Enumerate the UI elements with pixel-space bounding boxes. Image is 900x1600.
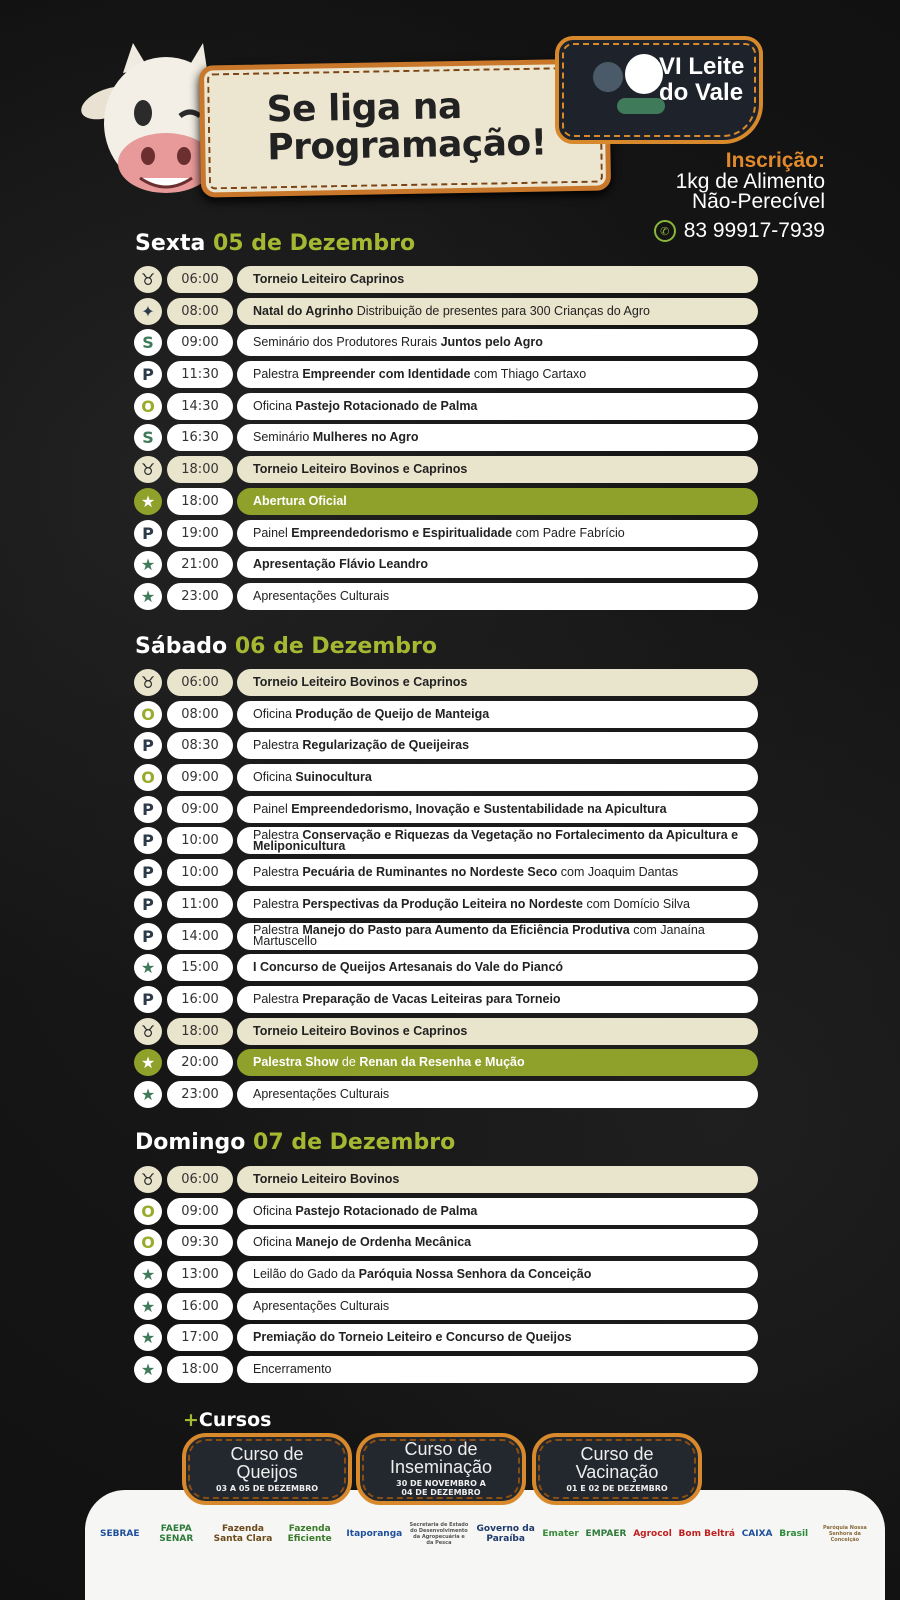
palestra-icon: P [134,520,162,547]
oficina-icon: O [134,393,162,420]
event-time: 18:00 [167,1356,233,1383]
schedule-list [134,266,758,615]
event-title-bold: Premiação do Torneio Leiteiro e Concurso de Queijos [253,1330,572,1345]
event-title [237,520,758,547]
phone-contact[interactable] [654,219,825,243]
cow-icon: ♉ [134,456,162,483]
schedule-list [134,1166,758,1388]
event-title [237,583,758,610]
schedule-row [134,986,758,1013]
event-title-bold: Pastejo Rotacionado de Palma [295,1203,478,1218]
whatsapp-icon: ✆ [654,220,676,242]
event-title [237,266,758,293]
sponsor-logo: EMPAER [585,1529,627,1539]
sponsor-logo: Governo da Paraíba [476,1524,535,1544]
day-name: Sábado [135,634,228,659]
event-time: 16:00 [167,986,233,1013]
event-title [237,361,758,388]
event-time: 08:00 [167,298,233,325]
sponsor-logo: Emater [542,1529,579,1539]
schedule-row [134,1324,758,1351]
day-date: 07 de Dezembro [253,1130,456,1155]
event-title-text: com Joaquim Dantas [557,865,679,880]
star-icon: ★ [134,1293,162,1320]
event-time: 09:00 [167,329,233,356]
event-title-text: Leilão do Gado [253,1267,342,1282]
event-title-text: com Janaína Martuscello [253,923,705,948]
seminario-icon: S [134,329,162,356]
cursos-title: Cursos [198,1409,272,1431]
star-icon: ★ [134,551,162,578]
event-title [237,1293,758,1320]
star-icon: ★ [134,1261,162,1288]
event-title-text: da [341,1267,359,1282]
star-icon: ★ [134,1356,162,1383]
event-title [237,551,758,578]
palestra-icon: P [134,732,162,759]
course-queijos [182,1433,352,1505]
logo-text: VI Leite do Vale [659,53,745,106]
event-title-text: Seminário [253,430,313,445]
event-title-bold: Torneio Leiteiro Bovinos e Caprinos [253,1023,468,1038]
sponsor-logo: CAIXA [741,1529,773,1539]
event-title-bold: Torneio Leiteiro Bovinos e Caprinos [253,675,468,689]
event-time: 15:00 [167,954,233,981]
cow-icon: ♉ [134,1018,162,1045]
event-time: 08:30 [167,732,233,759]
event-title-text: de [338,1055,360,1070]
event-title [237,393,758,420]
sponsor-logo: Fazenda Eficiente [287,1524,332,1544]
event-title-text: Oficina [253,398,296,413]
event-title-text: com Padre Fabrício [512,525,625,540]
event-title [237,1324,758,1351]
course-vacinacao [532,1433,702,1505]
event-title-text: Oficina [253,706,296,721]
event-title-bold: Juntos pelo Agro [440,335,543,350]
event-title [237,424,758,451]
schedule-row [134,266,758,293]
event-time: 14:00 [167,923,233,950]
event-title-bold: Manejo do Pasto para Aumento da Eficiência Produtiva [302,923,630,937]
schedule-row [134,764,758,791]
event-title [237,1198,758,1225]
sponsor-logos [100,1522,875,1546]
event-title-bold: Perspectivas da Produção Leiteira no Nordeste [302,896,583,911]
event-title-text: Distribuição de presentes para 300 Crianças do Agro [356,303,650,318]
event-title-bold: Empreendedorismo e Espiritualidade [291,525,513,540]
event-title [237,456,758,483]
course-title: Vacinação [575,1462,659,1482]
schedule-row [134,669,758,696]
event-time: 09:00 [167,764,233,791]
event-time: 09:00 [167,796,233,823]
palestra-icon: P [134,986,162,1013]
schedule-row [134,520,758,547]
event-time: 17:00 [167,1324,233,1351]
event-title-bold: Empreendedorismo, Inovação e Sustentabilidade na Apicultura [291,801,667,816]
inscricao-label: Inscrição: [725,149,825,172]
sponsor-logo: Paróquia Nossa Senhora da Conceição [823,1525,867,1543]
schedule-row [134,551,758,578]
course-title: Curso de [404,1439,478,1459]
star-icon: ★ [134,1324,162,1351]
schedule-row [134,456,758,483]
cow-logo-icon [625,54,663,94]
title-line-2: Programação! [266,122,547,169]
event-title [237,329,758,356]
sponsor-logo: Secretaria de Estado do Desenvolvimento da Agropecuária e da Pesca [409,1522,469,1546]
event-title [237,827,758,854]
sponsor-logo: Agrocol [633,1529,672,1539]
event-title-bold: Pecuária de Ruminantes no Nordeste Seco [302,865,558,880]
star-icon: ★ [134,1049,162,1076]
event-title [237,954,758,981]
event-title-text: Seminário dos Produtores Rurais [253,335,441,350]
event-title [237,1081,758,1108]
event-title-text: Apresentações Culturais [253,1086,390,1101]
event-time: 09:00 [167,1198,233,1225]
event-time: 06:00 [167,1166,233,1193]
schedule-row [134,1198,758,1225]
schedule-row [134,1261,758,1288]
schedule-row [134,1049,758,1076]
sponsors-footer [85,1490,885,1600]
event-time: 14:30 [167,393,233,420]
event-title-text: Painel [253,801,292,816]
event-title [237,923,758,950]
schedule-row [134,298,758,325]
event-title-bold: Torneio Leiteiro Bovinos [253,1172,400,1186]
schedule-row [134,488,758,515]
event-time: 10:00 [167,827,233,854]
sponsor-logo: Bom Beltrá [678,1529,735,1539]
schedule-row [134,1293,758,1320]
inscricao-line-2: Não-Perecível [691,190,825,213]
cow-icon: ♉ [134,1166,162,1193]
event-title [237,986,758,1013]
event-title [237,732,758,759]
event-title-bold: Apresentação Flávio Leandro [253,557,429,572]
star-icon: ★ [134,954,162,981]
event-title-text: com Thiago Cartaxo [470,367,587,382]
palestra-icon: P [134,361,162,388]
icons-strip [617,98,665,114]
oficina-icon: O [134,701,162,728]
event-title [237,1229,758,1256]
event-title [237,1356,758,1383]
day-name: Domingo [135,1130,246,1155]
course-title: Queijos [236,1462,298,1482]
star-icon: ★ [134,488,162,515]
event-time: 13:00 [167,1261,233,1288]
cow-icon: ♉ [134,266,162,293]
sponsor-logo: Itaporanga [346,1529,403,1539]
schedule-row [134,859,758,886]
event-title-text: Painel [253,525,292,540]
event-title-bold: Paróquia Nossa Senhora da Conceição [358,1267,592,1282]
event-title-bold: Palestra Show [253,1055,339,1070]
event-title-text: Palestra [253,865,303,880]
star-icon: ★ [134,583,162,610]
schedule-row [134,1081,758,1108]
sponsor-logo: FAEPA SENAR [159,1524,194,1544]
event-title-text: Palestra [253,827,303,842]
event-time: 21:00 [167,551,233,578]
event-title [237,488,758,515]
schedule-row [134,1018,758,1045]
seminario-icon: S [134,424,162,451]
schedule-row [134,1356,758,1383]
palestra-icon: P [134,796,162,823]
event-time: 06:00 [167,266,233,293]
event-title-text: Palestra [253,738,303,753]
schedule-row [134,954,758,981]
schedule-row [134,701,758,728]
event-time: 23:00 [167,1081,233,1108]
plus-sign: + [183,1409,199,1431]
schedule-row [134,732,758,759]
event-title-bold: Produção de Queijo de Manteiga [295,706,490,721]
event-title [237,1166,758,1193]
event-time: 10:00 [167,859,233,886]
event-title-bold: Preparação de Vacas Leiteiras para Torneio [302,991,561,1006]
course-dates: 03 A 05 DE DEZEMBRO [215,1484,319,1493]
event-title-bold: Manejo de Ordenha Mecânica [295,1235,472,1250]
event-title-bold: Regularização de Queijeiras [302,738,470,753]
schedule-list [134,669,758,1113]
day-name: Sexta [135,231,206,256]
schedule-row [134,796,758,823]
event-title-text: Palestra [253,896,303,911]
event-time: 19:00 [167,520,233,547]
event-title-text: Palestra [253,923,303,937]
schedule-row [134,1166,758,1193]
event-title-text: Oficina [253,770,296,785]
event-time: 11:00 [167,891,233,918]
event-title-text: Palestra [253,991,303,1006]
event-title-text: com Domício Silva [583,896,690,911]
event-title [237,764,758,791]
event-title [237,891,758,918]
event-title-bold: Conservação e Riquezas da Vegetação no Fortalecimento da Apicultura e Meliponicultura [253,827,739,853]
sponsor-logo: Fazenda Santa Clara [213,1524,273,1544]
event-time: 16:00 [167,1293,233,1320]
day-date: 05 de Dezembro [213,231,416,256]
event-title [237,701,758,728]
schedule-row [134,1229,758,1256]
event-title-text: Encerramento [253,1362,332,1377]
day-date: 06 de Dezembro [234,634,437,659]
cursos-heading [183,1409,271,1431]
day-heading [135,1130,455,1155]
event-title-bold: Torneio Leiteiro Caprinos [253,272,405,286]
oficina-icon: O [134,1229,162,1256]
event-time: 18:00 [167,488,233,515]
schedule-row [134,361,758,388]
event-title [237,1261,758,1288]
cow-icon: ♉ [134,669,162,696]
event-time: 06:00 [167,669,233,696]
title-line-1: Se liga na [266,86,463,131]
schedule-row [134,329,758,356]
event-time: 18:00 [167,456,233,483]
schedule-row [134,923,758,950]
star-icon: ★ [134,1081,162,1108]
course-dates: 01 E 02 DE DEZEMBRO [566,1484,668,1493]
sponsor-logo: Brasil [779,1529,809,1539]
event-title-bold: Natal do Agrinho [253,303,357,318]
event-time: 20:00 [167,1049,233,1076]
schedule-row [134,583,758,610]
farm-icon [593,62,623,92]
oficina-icon: O [134,764,162,791]
event-title-text: Apresentações Culturais [253,1298,390,1313]
event-title-bold: Abertura Oficial [253,493,347,508]
palestra-icon: P [134,827,162,854]
course-title: Curso de [230,1444,304,1464]
event-time: 09:30 [167,1229,233,1256]
event-title-bold: Suinocultura [295,770,372,785]
sponsor-logo: SEBRAE [100,1529,140,1539]
title-banner [199,58,611,197]
event-title-bold: Renan da Resenha e Mução [359,1055,525,1070]
event-time: 16:30 [167,424,233,451]
event-title-text: Oficina [253,1235,296,1250]
inscricao-line-1: 1kg de Alimento [675,170,825,193]
schedule-row [134,827,758,854]
event-title-bold: Pastejo Rotacionado de Palma [295,398,478,413]
sparkle-icon: ✦ [134,298,162,325]
event-time: 23:00 [167,583,233,610]
event-title-bold: Empreender com Identidade [302,367,471,382]
phone-number: 83 99917-7939 [683,219,825,242]
day-heading [135,634,437,659]
palestra-icon: P [134,923,162,950]
course-dates: 30 DE NOVEMBRO A 04 DE DEZEMBRO [396,1479,486,1497]
oficina-icon: O [134,1198,162,1225]
event-time: 11:30 [167,361,233,388]
schedule-row [134,891,758,918]
palestra-icon: P [134,859,162,886]
event-title-text: Palestra [253,367,303,382]
page-title [266,87,547,168]
day-heading [135,231,415,256]
event-time: 18:00 [167,1018,233,1045]
course-title: Inseminação [389,1457,493,1477]
event-title [237,1018,758,1045]
event-title [237,669,758,696]
course-title: Curso de [580,1444,654,1464]
event-time: 08:00 [167,701,233,728]
event-title [237,796,758,823]
event-title [237,298,758,325]
event-title [237,1049,758,1076]
event-title [237,859,758,886]
event-title-bold: I Concurso de Queijos Artesanais do Vale do Piancó [253,960,564,975]
event-title-text: Apresentações Culturais [253,588,390,603]
course-inseminacao [356,1433,526,1505]
schedule-row [134,424,758,451]
palestra-icon: P [134,891,162,918]
event-title-text: Oficina [253,1203,296,1218]
event-logo [555,36,763,144]
event-title-bold: Mulheres no Agro [312,430,419,445]
event-title-bold: Torneio Leiteiro Bovinos e Caprinos [253,462,468,477]
registration-info [676,150,825,212]
schedule-row [134,393,758,420]
